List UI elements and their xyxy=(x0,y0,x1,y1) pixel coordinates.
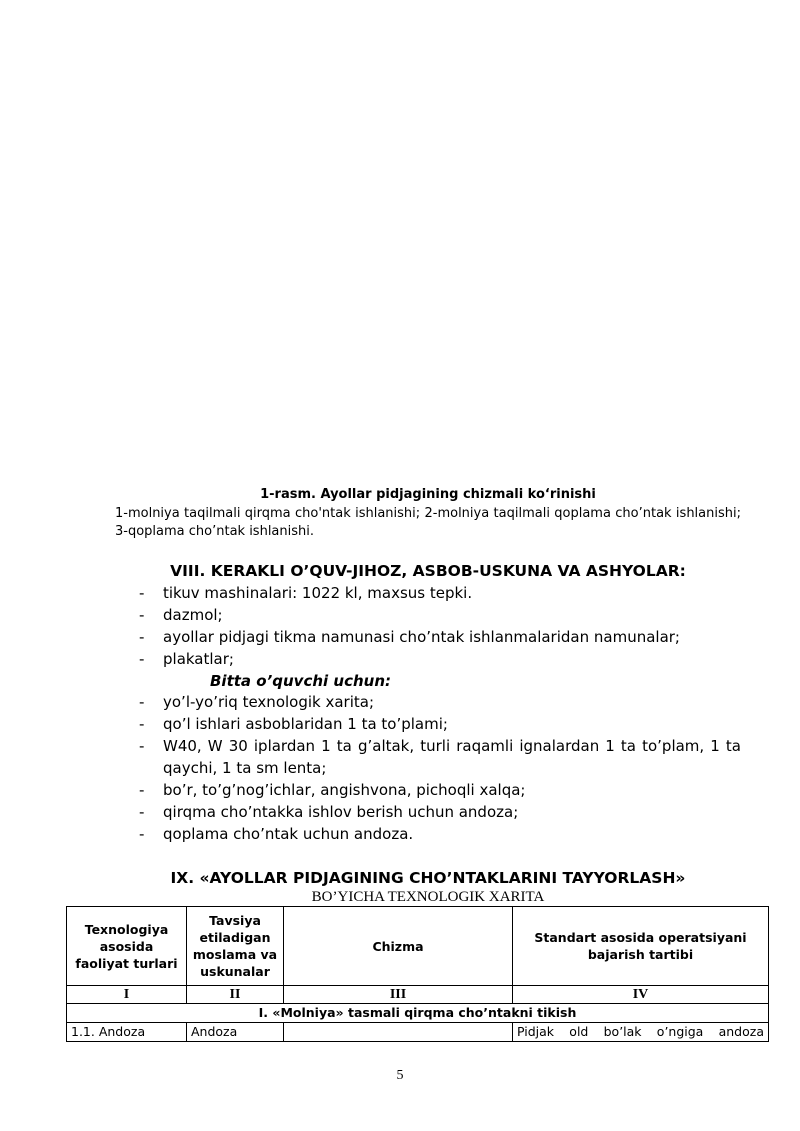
list-item: - bo’r, to’g’nog’ichlar, angishvona, pichoqli xalqa; xyxy=(115,779,741,801)
list-item: - yo’l-yo’riq texnologik xarita; xyxy=(115,691,741,713)
figure-caption-title: 1-rasm. Ayollar pidjagining chizmali ko‘rinishi xyxy=(260,487,596,502)
header-cell-equipment: Tavsiya etiladigan moslama va uskunalar xyxy=(187,907,284,986)
subsection-cell: I. «Molniya» tasmali qirqma cho’ntakni tikish xyxy=(67,1004,769,1023)
table-numbering-row xyxy=(67,986,769,1004)
numbering-cell: II xyxy=(187,986,284,1004)
list-item: - qo’l ishlari asboblaridan 1 ta to’plami; xyxy=(115,713,741,735)
table-cell: Pidjak old bo’lak o’ngiga andoza xyxy=(513,1023,769,1042)
list-item: - W40, W 30 iplardan 1 ta g’altak, turli raqamli ignalardan 1 ta to’plam, 1 ta qaychi, 1 ta sm lenta; xyxy=(115,735,741,779)
numbering-cell: I xyxy=(67,986,187,1004)
header-cell-activity: Texnologiya asosida faoliyat turlari xyxy=(67,907,187,986)
table-header-row xyxy=(67,907,769,986)
page-number: 5 xyxy=(396,1068,404,1083)
student-subheading: Bitta o’quvchi uchun: xyxy=(210,672,391,690)
table-cell xyxy=(284,1023,513,1042)
list-item: - qirqma cho’ntakka ishlov berish uchun andoza; xyxy=(115,801,741,823)
equipment-list xyxy=(115,582,741,670)
technology-map-table xyxy=(66,906,769,1042)
section-9-subheading: BO’YICHA TEXNOLOGIK XARITA xyxy=(311,889,545,905)
list-item: - qoplama cho’ntak uchun andoza. xyxy=(115,823,741,845)
table-row xyxy=(67,1023,769,1042)
numbering-cell: IV xyxy=(513,986,769,1004)
table-cell: 1.1. Andoza xyxy=(67,1023,187,1042)
table-subsection-row xyxy=(67,1004,769,1023)
figure-caption-text: 1-molniya taqilmali qirqma cho'ntak ishlanishi; 2-molniya taqilmali qoplama cho’ntak ishlanishi; 3-qoplama cho’ntak ishlanishi. xyxy=(115,506,741,539)
table-cell: Andoza xyxy=(187,1023,284,1042)
header-cell-procedure: Standart asosida operatsiyani bajarish tartibi xyxy=(513,907,769,986)
list-item: - tikuv mashinalari: 1022 kl, maxsus tepki. xyxy=(115,582,741,604)
section-8-heading: VIII. KERAKLI O’QUV-JIHOZ, ASBOB-USKUNA VA ASHYOLAR: xyxy=(170,562,686,580)
section-9-heading: IX. «AYOLLAR PIDJAGINING CHO’NTAKLARINI TAYYORLASH» xyxy=(170,869,686,887)
list-item: - plakatlar; xyxy=(115,648,741,670)
header-cell-drawing: Chizma xyxy=(284,907,513,986)
list-item: - ayollar pidjagi tikma namunasi cho’ntak ishlanmalaridan namunalar; xyxy=(115,626,741,648)
numbering-cell: III xyxy=(284,986,513,1004)
student-items-list xyxy=(115,691,741,845)
list-item: - dazmol; xyxy=(115,604,741,626)
